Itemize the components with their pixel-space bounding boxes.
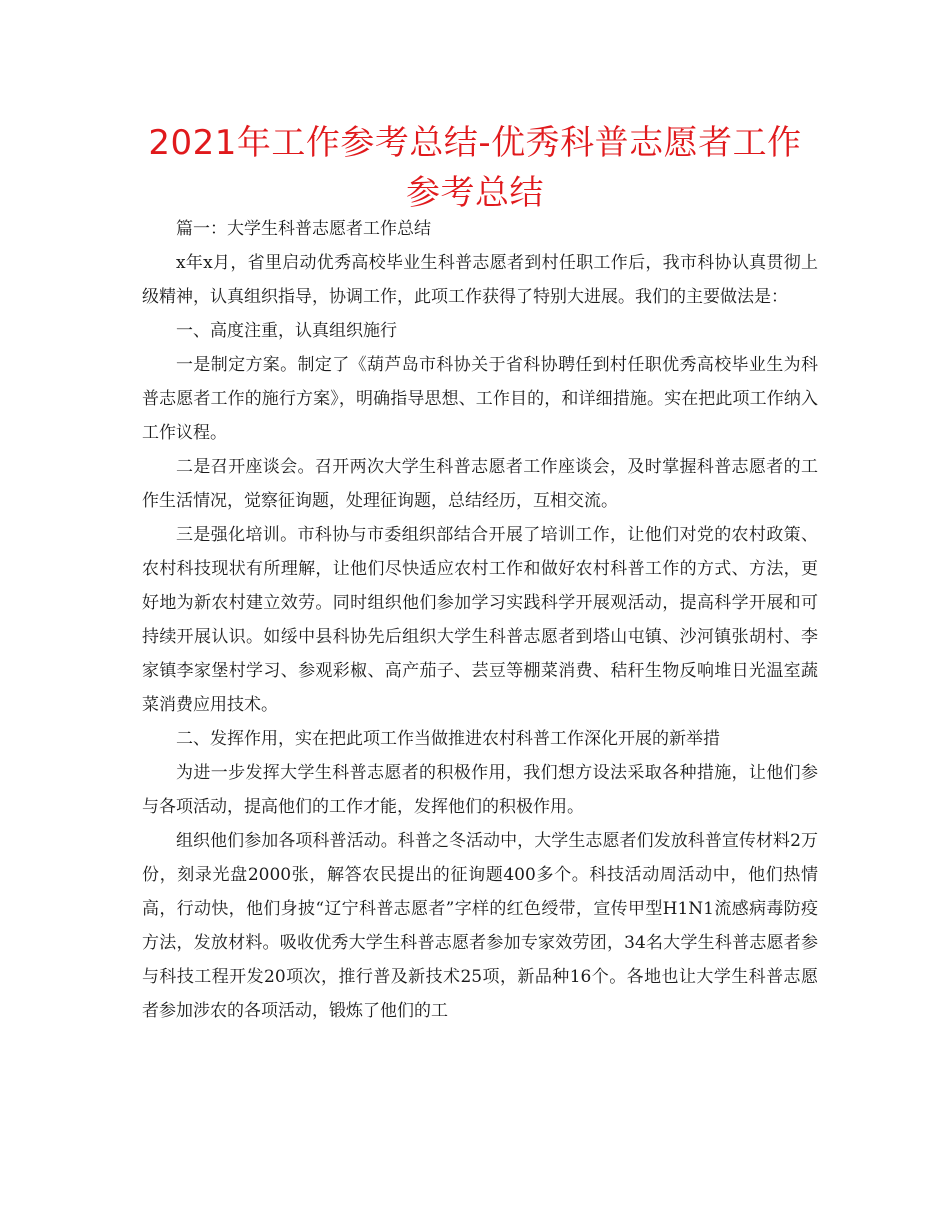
section-heading: 一、高度注重，认真组织施行 — [176, 321, 397, 341]
paragraph: 二是召开座谈会。召开两次大学生科普志愿者工作座谈会，及时掌握科普志愿者的工作生活情况，觉察征询题，处理征询题，总结经历，互相交流。 — [142, 457, 818, 511]
section-heading: 篇一：大学生科普志愿者工作总结 — [176, 219, 431, 239]
paragraph: 一是制定方案。制定了《葫芦岛市科协关于省科协聘任到村任职优秀高校毕业生为科普志愿者工作的施行方案》，明确指导思想、工作目的，和详细措施。实在把此项工作纳入工作议程。 — [142, 355, 818, 443]
document-title: 2021年工作参考总结-优秀科普志愿者工作参考总结 — [148, 123, 802, 213]
paragraph: x年x月，省里启动优秀高校毕业生科普志愿者到村任职工作后，我市科协认真贯彻上级精神，认真组织指导，协调工作，此项工作获得了特别大进展。我们的主要做法是： — [142, 253, 818, 307]
paragraph: 组织他们参加各项科普活动。科普之冬活动中，大学生志愿者们发放科普宣传材料2万份，刻录光盘2000张，解答农民提出的征询题400多个。科技活动周活动中，他们热情高，行动快，他们身披“辽宁科普志愿者”字样的红色绶带，宣传甲型H1N1流感病毒防疫方法，发放材料。吸收优秀大学生科普志愿者参加专家效劳团，34名大学生科普志愿者参与科技工程开发20项次，推行普及新技术25项，新品种16个。各地也让大学生科普志愿者参加涉农的各项活动，锻炼了他们的工 — [142, 831, 818, 1021]
paragraph: 为进一步发挥大学生科普志愿者的积极作用，我们想方设法采取各种措施，让他们参与各项活动，提高他们的工作才能，发挥他们的积极作用。 — [142, 763, 818, 817]
paragraph: 三是强化培训。市科协与市委组织部结合开展了培训工作，让他们对党的农村政策、农村科技现状有所理解，让他们尽快适应农村工作和做好农村科普工作的方式、方法，更好地为新农村建立效劳。同时组织他们参加学习实践科学开展观活动，提高科学开展和可持续开展认识。如绥中县科协先后组织大学生科普志愿者到塔山屯镇、沙河镇张胡村、李家镇李家堡村学习、参观彩椒、高产茄子、芸豆等棚菜消费、秸秆生物反响堆日光温室蔬菜消费应用技术。 — [142, 525, 818, 715]
section-heading: 二、发挥作用，实在把此项工作当做推进农村科普工作深化开展的新举措 — [176, 729, 720, 749]
document-body — [142, 212, 818, 1028]
